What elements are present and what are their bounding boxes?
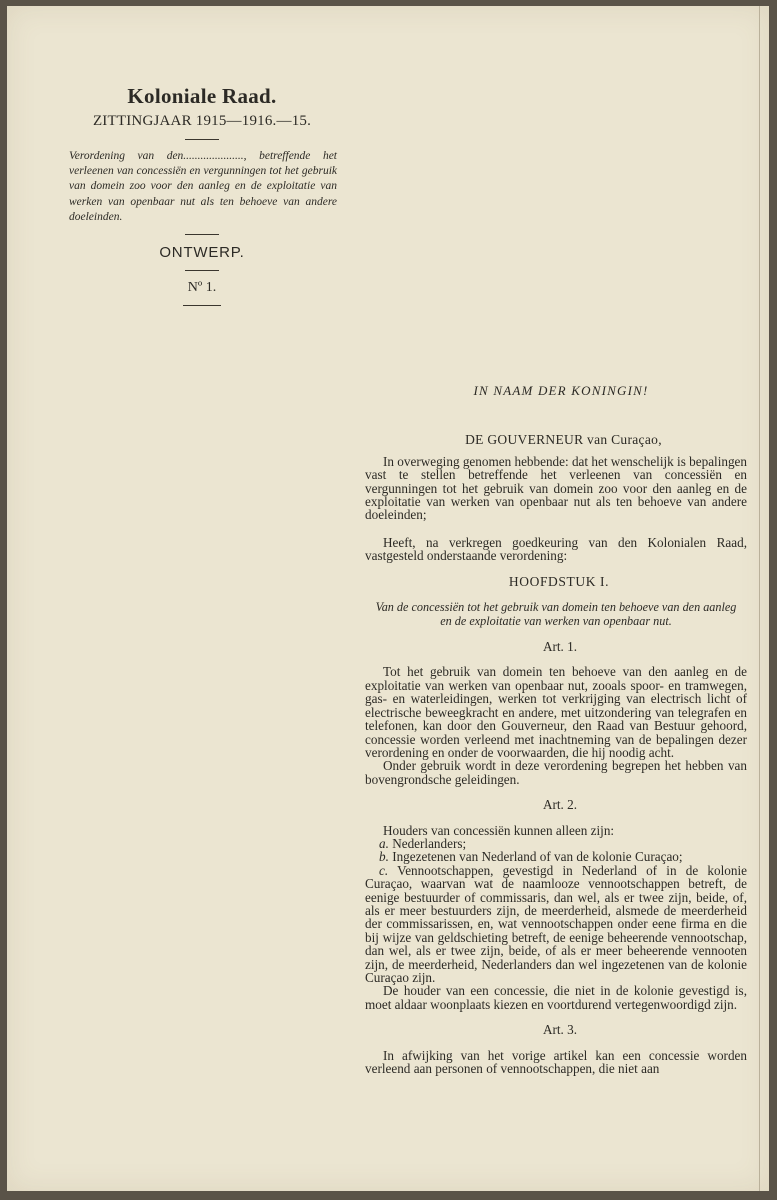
divider xyxy=(183,305,221,306)
document-title: Koloniale Raad. xyxy=(127,84,277,108)
session-year: ZITTINGJAAR 1915—1916.—15. xyxy=(92,113,312,129)
item-text: Nederlanders; xyxy=(392,835,467,851)
article-3-heading: Art. 3. xyxy=(542,1022,578,1038)
page-fold-line xyxy=(759,6,760,1191)
document-page xyxy=(7,6,769,1191)
item-text: Ingezetenen van Nederland of van de kolonie Curaçao; xyxy=(392,849,683,865)
title-block xyxy=(63,84,341,315)
article-2-intro: Houders van concessiën kunnen alleen zijn: xyxy=(383,822,615,838)
item-text: Vennootschappen, gevestigd in Nederland of in de kolonie Curaçao, waarvan wat de naamlooze vennootschappen betreft, de eenige bestuurder of commissaris, dan wel, als er twee zijn, beide, of, als er meer bestuurders zijn, de meerderheid, alsmede de meerderheid der commissarissen, en, wat vennootschappen onder eene firma en die bij wijze van geldschieting betreft, de eenige beheerende vennootschap, dan wel, als er twee zijn, beide, of als er meer beheerende vennooten zijn, de meerderheid, Nederlanders dan wel ingezetenen van de kolonie Curaçao zijn. xyxy=(365,862,747,985)
governor-heading: DE GOUVERNEUR van Curaçao, xyxy=(465,432,662,448)
article-2-item-c xyxy=(365,864,747,985)
article-2-item-b xyxy=(365,850,747,863)
chapter-subtitle: Van de concessiën tot het gebruik van domein ten behoeve van den aanleg en de exploitatie van werken van openbaar nut. xyxy=(375,600,737,629)
item-label: c. xyxy=(379,862,389,878)
article-2-item-a xyxy=(365,837,747,850)
divider xyxy=(185,234,219,235)
divider xyxy=(185,270,219,271)
chapter-heading: HOOFDSTUK I. xyxy=(508,573,610,589)
item-label: b. xyxy=(379,849,389,865)
invocation: IN NAAM DER KONINGIN! xyxy=(473,383,649,398)
divider xyxy=(185,139,219,140)
ordinance-description: Verordening van den....................., betreffende het verleenen van concessiën en vergunningen tot het gebruik van domein zoo voor den aanleg en de exploitatie van werken van openbaar nut als ten behoeve van andere doeleinden. xyxy=(69,150,337,223)
article-1-heading: Art. 1. xyxy=(542,639,578,655)
article-3-paragraph: In afwijking van het vorige artikel kan een concessie worden verleend aan personen of vennootschappen, die niet aan xyxy=(365,1047,747,1077)
item-label: a. xyxy=(379,835,389,851)
preamble: In overweging genomen hebbende: dat het wenschelijk is bepalingen vast te stellen betreffende het verleenen van concessiën en vergunningen tot het gebruik van domein zoo voor den aanleg en de exploitatie van werken van openbaar nut als ten behoeve van andere doeleinden; xyxy=(365,453,748,523)
draft-label: ONTWERP. xyxy=(159,244,245,262)
article-2-heading: Art. 2. xyxy=(542,797,578,813)
enactment-clause: Heeft, na verkregen goedkeuring van den Kolonialen Raad, vastgesteld onderstaande verordening: xyxy=(365,534,747,564)
ordinance-body xyxy=(365,384,747,1075)
article-1-paragraph: Onder gebruik wordt in deze verordening begrepen het hebben van bovengrondsche geleidingen. xyxy=(365,758,747,787)
article-1-paragraph: Tot het gebruik van domein ten behoeve van den aanleg en de exploitatie van werken van openbaar nut, zooals spoor- en tramwegen, gas- en waterleidingen, werken tot verkrijging van electrisch licht of electrische beweegkracht en andere, met uitzondering van telegrafen en telefonen, kan door den Gouverneur, den Raad van Bestuur gehoord, concessie worden verleend met inachtneming van de bepalingen dezer verordening en onder de voorwaarden, die hij noodig acht. xyxy=(365,664,747,760)
document-number: Nº 1. xyxy=(187,280,217,296)
article-2-paragraph: De houder van een concessie, die niet in de kolonie gevestigd is, moet aldaar woonplaats kiezen en voortdurend vertegenwoordigd zijn. xyxy=(365,983,747,1012)
